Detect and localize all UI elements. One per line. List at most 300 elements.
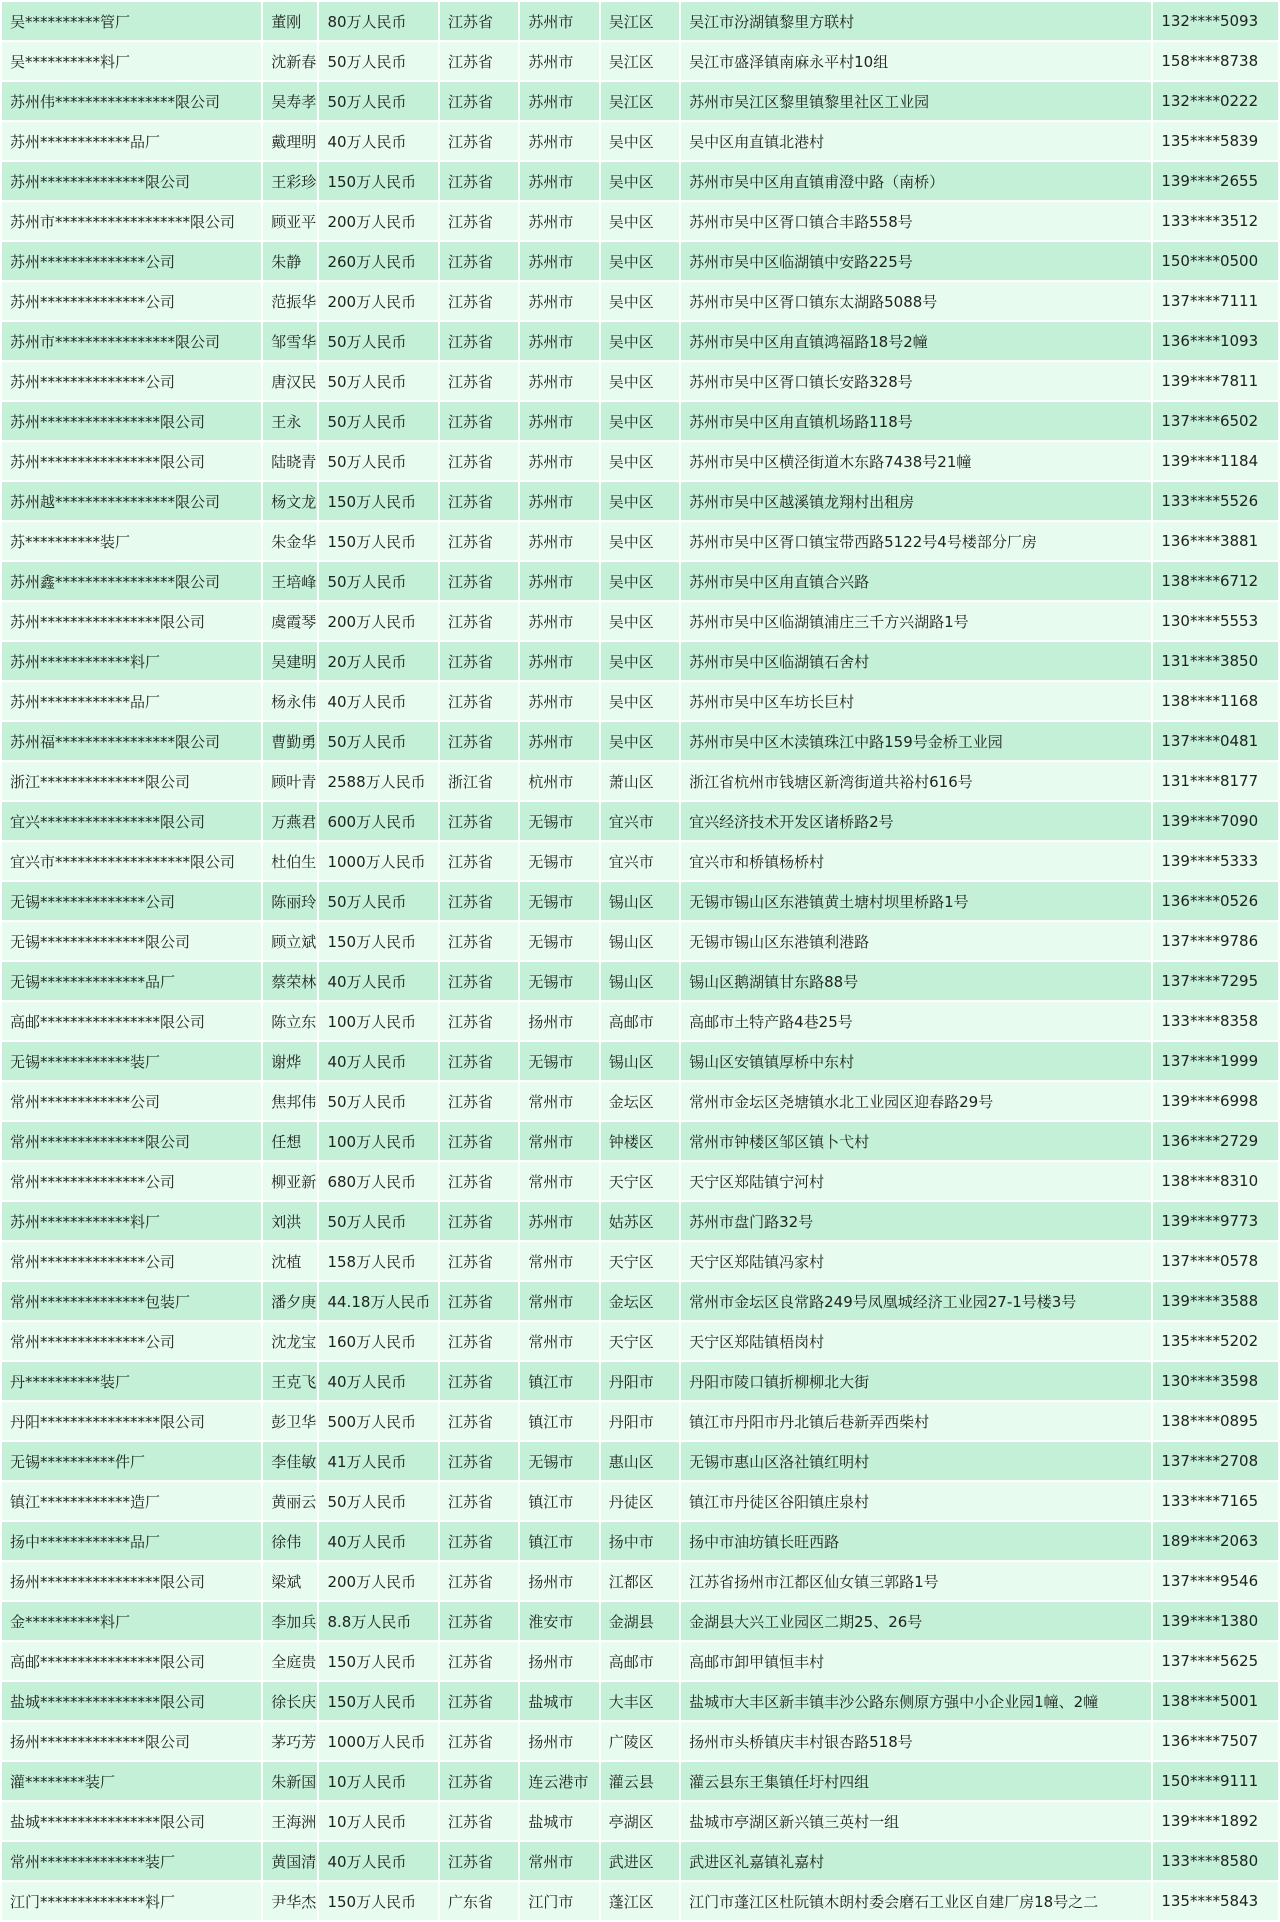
registered-capital-cell: 40万人民币 [319, 682, 438, 720]
district-cell: 宜兴市 [601, 802, 679, 840]
table-row [2, 442, 1278, 480]
address-cell: 吴中区甪直镇北港村 [681, 122, 1151, 160]
district-cell: 吴中区 [601, 562, 679, 600]
province-cell: 江苏省 [440, 1362, 518, 1400]
company-name-cell: 无锡**************公司 [2, 882, 261, 920]
address-cell: 江门市蓬江区杜阮镇木朗村委会磨石工业区自建厂房18号之二 [681, 1882, 1151, 1920]
province-cell: 江苏省 [440, 482, 518, 520]
city-cell: 扬州市 [520, 1722, 598, 1760]
district-cell: 吴中区 [601, 162, 679, 200]
city-cell: 苏州市 [520, 722, 598, 760]
province-cell: 江苏省 [440, 1802, 518, 1840]
company-name-cell: 盐城****************限公司 [2, 1682, 261, 1720]
province-cell: 江苏省 [440, 1722, 518, 1760]
phone-cell: 135****5202 [1153, 1322, 1278, 1360]
district-cell: 天宁区 [601, 1162, 679, 1200]
legal-rep-cell: 杨永伟 [263, 682, 317, 720]
province-cell: 江苏省 [440, 322, 518, 360]
table-row [2, 282, 1278, 320]
district-cell: 吴中区 [601, 442, 679, 480]
province-cell: 江苏省 [440, 602, 518, 640]
phone-cell: 133****8358 [1153, 1002, 1278, 1040]
phone-cell: 133****8580 [1153, 1842, 1278, 1880]
company-name-cell: 苏州************品厂 [2, 682, 261, 720]
city-cell: 杭州市 [520, 762, 598, 800]
phone-cell: 137****0481 [1153, 722, 1278, 760]
address-cell: 常州市金坛区良常路249号凤凰城经济工业园27-1号楼3号 [681, 1282, 1151, 1320]
address-cell: 镇江市丹徒区谷阳镇庄泉村 [681, 1482, 1151, 1520]
company-name-cell: 丹**********装厂 [2, 1362, 261, 1400]
company-name-cell: 无锡**********件厂 [2, 1442, 261, 1480]
district-cell: 吴中区 [601, 122, 679, 160]
legal-rep-cell: 尹华杰 [263, 1882, 317, 1920]
address-cell: 高邮市土特产路4巷25号 [681, 1002, 1151, 1040]
district-cell: 吴中区 [601, 722, 679, 760]
company-name-cell: 苏州****************限公司 [2, 442, 261, 480]
phone-cell: 139****1892 [1153, 1802, 1278, 1840]
district-cell: 丹阳市 [601, 1362, 679, 1400]
province-cell: 江苏省 [440, 962, 518, 1000]
district-cell: 天宁区 [601, 1322, 679, 1360]
phone-cell: 150****9111 [1153, 1762, 1278, 1800]
legal-rep-cell: 潘夕庚 [263, 1282, 317, 1320]
district-cell: 丹阳市 [601, 1402, 679, 1440]
phone-cell: 138****0895 [1153, 1402, 1278, 1440]
city-cell: 常州市 [520, 1282, 598, 1320]
phone-cell: 139****5333 [1153, 842, 1278, 880]
table-row [2, 162, 1278, 200]
table-row [2, 962, 1278, 1000]
legal-rep-cell: 杜伯生 [263, 842, 317, 880]
city-cell: 苏州市 [520, 522, 598, 560]
city-cell: 苏州市 [520, 202, 598, 240]
address-cell: 天宁区郑陆镇宁河村 [681, 1162, 1151, 1200]
legal-rep-cell: 黄国清 [263, 1842, 317, 1880]
province-cell: 江苏省 [440, 642, 518, 680]
district-cell: 吴中区 [601, 642, 679, 680]
table-row [2, 1802, 1278, 1840]
company-name-cell: 江门**************料厂 [2, 1882, 261, 1920]
registered-capital-cell: 80万人民币 [319, 2, 438, 40]
legal-rep-cell: 陈丽玲 [263, 882, 317, 920]
city-cell: 苏州市 [520, 282, 598, 320]
city-cell: 苏州市 [520, 242, 598, 280]
legal-rep-cell: 戴理明 [263, 122, 317, 160]
table-row [2, 1842, 1278, 1880]
province-cell: 江苏省 [440, 1602, 518, 1640]
registered-capital-cell: 10万人民币 [319, 1802, 438, 1840]
city-cell: 扬州市 [520, 1642, 598, 1680]
company-name-cell: 苏州**************公司 [2, 362, 261, 400]
phone-cell: 133****7165 [1153, 1482, 1278, 1520]
registered-capital-cell: 600万人民币 [319, 802, 438, 840]
address-cell: 盐城市亭湖区新兴镇三英村一组 [681, 1802, 1151, 1840]
registered-capital-cell: 160万人民币 [319, 1322, 438, 1360]
phone-cell: 133****5526 [1153, 482, 1278, 520]
address-cell: 苏州市盘门路32号 [681, 1202, 1151, 1240]
company-name-cell: 苏州****************限公司 [2, 602, 261, 640]
company-name-cell: 苏州**************公司 [2, 242, 261, 280]
district-cell: 灌云县 [601, 1762, 679, 1800]
company-name-cell: 常州**************公司 [2, 1322, 261, 1360]
province-cell: 江苏省 [440, 922, 518, 960]
legal-rep-cell: 李佳敏 [263, 1442, 317, 1480]
address-cell: 苏州市吴中区胥口镇东太湖路5088号 [681, 282, 1151, 320]
address-cell: 苏州市吴中区甪直镇机场路118号 [681, 402, 1151, 440]
table-row [2, 42, 1278, 80]
address-cell: 吴江市汾湖镇黎里方联村 [681, 2, 1151, 40]
district-cell: 吴中区 [601, 682, 679, 720]
legal-rep-cell: 范振华 [263, 282, 317, 320]
address-cell: 天宁区郑陆镇梧岗村 [681, 1322, 1151, 1360]
legal-rep-cell: 陆晓青 [263, 442, 317, 480]
address-cell: 苏州市吴中区临湖镇石舍村 [681, 642, 1151, 680]
province-cell: 江苏省 [440, 442, 518, 480]
table-row [2, 2, 1278, 40]
company-name-cell: 苏州************料厂 [2, 642, 261, 680]
registered-capital-cell: 50万人民币 [319, 82, 438, 120]
address-cell: 天宁区郑陆镇冯家村 [681, 1242, 1151, 1280]
province-cell: 江苏省 [440, 2, 518, 40]
registered-capital-cell: 2588万人民币 [319, 762, 438, 800]
company-name-cell: 苏州****************限公司 [2, 402, 261, 440]
city-cell: 苏州市 [520, 602, 598, 640]
province-cell: 江苏省 [440, 1762, 518, 1800]
province-cell: 江苏省 [440, 882, 518, 920]
table-row [2, 1202, 1278, 1240]
address-cell: 苏州市吴中区甪直镇鸿福路18号2幢 [681, 322, 1151, 360]
city-cell: 镇江市 [520, 1482, 598, 1520]
city-cell: 扬州市 [520, 1002, 598, 1040]
address-cell: 扬中市油坊镇长旺西路 [681, 1522, 1151, 1560]
phone-cell: 130****5553 [1153, 602, 1278, 640]
province-cell: 江苏省 [440, 1642, 518, 1680]
city-cell: 无锡市 [520, 922, 598, 960]
registered-capital-cell: 50万人民币 [319, 1482, 438, 1520]
city-cell: 无锡市 [520, 882, 598, 920]
city-cell: 无锡市 [520, 1442, 598, 1480]
table-row [2, 1322, 1278, 1360]
city-cell: 苏州市 [520, 362, 598, 400]
address-cell: 武进区礼嘉镇礼嘉村 [681, 1842, 1151, 1880]
company-name-cell: 扬州****************限公司 [2, 1562, 261, 1600]
table-row [2, 1442, 1278, 1480]
province-cell: 江苏省 [440, 1282, 518, 1320]
city-cell: 连云港市 [520, 1762, 598, 1800]
district-cell: 金坛区 [601, 1082, 679, 1120]
company-name-cell: 常州**************限公司 [2, 1122, 261, 1160]
province-cell: 江苏省 [440, 42, 518, 80]
province-cell: 江苏省 [440, 1322, 518, 1360]
province-cell: 江苏省 [440, 682, 518, 720]
address-cell: 无锡市锡山区东港镇利港路 [681, 922, 1151, 960]
registered-capital-cell: 150万人民币 [319, 1642, 438, 1680]
city-cell: 镇江市 [520, 1402, 598, 1440]
company-name-cell: 丹阳****************限公司 [2, 1402, 261, 1440]
registered-capital-cell: 50万人民币 [319, 362, 438, 400]
table-row [2, 1122, 1278, 1160]
province-cell: 江苏省 [440, 522, 518, 560]
registered-capital-cell: 50万人民币 [319, 1082, 438, 1120]
district-cell: 高邮市 [601, 1642, 679, 1680]
table-row [2, 1242, 1278, 1280]
phone-cell: 131****3850 [1153, 642, 1278, 680]
address-cell: 苏州市吴中区甪直镇甫澄中路（南桥） [681, 162, 1151, 200]
phone-cell: 135****5843 [1153, 1882, 1278, 1920]
city-cell: 盐城市 [520, 1802, 598, 1840]
city-cell: 苏州市 [520, 642, 598, 680]
registered-capital-cell: 50万人民币 [319, 42, 438, 80]
district-cell: 吴江区 [601, 42, 679, 80]
province-cell: 江苏省 [440, 1522, 518, 1560]
province-cell: 江苏省 [440, 1082, 518, 1120]
city-cell: 苏州市 [520, 162, 598, 200]
table-row [2, 402, 1278, 440]
company-name-cell: 常州************公司 [2, 1082, 261, 1120]
address-cell: 无锡市锡山区东港镇黄土塘村坝里桥路1号 [681, 882, 1151, 920]
address-cell: 常州市钟楼区邹区镇卜弋村 [681, 1122, 1151, 1160]
table-row [2, 682, 1278, 720]
address-cell: 浙江省杭州市钱塘区新湾街道共裕村616号 [681, 762, 1151, 800]
company-name-cell: 苏州越****************限公司 [2, 482, 261, 520]
registered-capital-cell: 200万人民币 [319, 602, 438, 640]
phone-cell: 137****1999 [1153, 1042, 1278, 1080]
address-cell: 苏州市吴中区胥口镇长安路328号 [681, 362, 1151, 400]
legal-rep-cell: 万燕君 [263, 802, 317, 840]
company-name-cell: 苏州**************限公司 [2, 162, 261, 200]
company-name-cell: 吴**********料厂 [2, 42, 261, 80]
province-cell: 江苏省 [440, 1042, 518, 1080]
legal-rep-cell: 朱新国 [263, 1762, 317, 1800]
district-cell: 吴中区 [601, 322, 679, 360]
city-cell: 淮安市 [520, 1602, 598, 1640]
city-cell: 苏州市 [520, 682, 598, 720]
province-cell: 江苏省 [440, 562, 518, 600]
registered-capital-cell: 158万人民币 [319, 1242, 438, 1280]
phone-cell: 139****7090 [1153, 802, 1278, 840]
table-row [2, 1682, 1278, 1720]
registered-capital-cell: 150万人民币 [319, 922, 438, 960]
table-row [2, 1602, 1278, 1640]
province-cell: 江苏省 [440, 842, 518, 880]
company-name-cell: 苏**********装厂 [2, 522, 261, 560]
legal-rep-cell: 沈新春 [263, 42, 317, 80]
registered-capital-cell: 150万人民币 [319, 162, 438, 200]
district-cell: 丹徒区 [601, 1482, 679, 1520]
district-cell: 吴江区 [601, 2, 679, 40]
registered-capital-cell: 50万人民币 [319, 882, 438, 920]
table-row [2, 1642, 1278, 1680]
address-cell: 锡山区安镇镇厚桥中东村 [681, 1042, 1151, 1080]
address-cell: 无锡市惠山区洛社镇红明村 [681, 1442, 1151, 1480]
legal-rep-cell: 柳亚新 [263, 1162, 317, 1200]
address-cell: 宜兴市和桥镇杨桥村 [681, 842, 1151, 880]
city-cell: 苏州市 [520, 322, 598, 360]
district-cell: 吴中区 [601, 482, 679, 520]
city-cell: 苏州市 [520, 1202, 598, 1240]
legal-rep-cell: 董刚 [263, 2, 317, 40]
address-cell: 宜兴经济技术开发区诸桥路2号 [681, 802, 1151, 840]
company-name-cell: 吴**********管厂 [2, 2, 261, 40]
city-cell: 苏州市 [520, 122, 598, 160]
district-cell: 锡山区 [601, 1042, 679, 1080]
district-cell: 吴中区 [601, 362, 679, 400]
table-row [2, 562, 1278, 600]
phone-cell: 137****9786 [1153, 922, 1278, 960]
district-cell: 广陵区 [601, 1722, 679, 1760]
phone-cell: 137****7295 [1153, 962, 1278, 1000]
phone-cell: 136****3881 [1153, 522, 1278, 560]
province-cell: 江苏省 [440, 1562, 518, 1600]
table-row [2, 1482, 1278, 1520]
address-cell: 苏州市吴中区木渎镇珠江中路159号金桥工业园 [681, 722, 1151, 760]
legal-rep-cell: 顾立斌 [263, 922, 317, 960]
legal-rep-cell: 邹雪华 [263, 322, 317, 360]
registered-capital-cell: 200万人民币 [319, 202, 438, 240]
registered-capital-cell: 100万人民币 [319, 1002, 438, 1040]
district-cell: 吴中区 [601, 522, 679, 560]
phone-cell: 139****9773 [1153, 1202, 1278, 1240]
phone-cell: 158****8738 [1153, 42, 1278, 80]
address-cell: 锡山区鹅湖镇甘东路88号 [681, 962, 1151, 1000]
legal-rep-cell: 顾叶青 [263, 762, 317, 800]
phone-cell: 137****5625 [1153, 1642, 1278, 1680]
legal-rep-cell: 朱静 [263, 242, 317, 280]
province-cell: 江苏省 [440, 82, 518, 120]
phone-cell: 138****6712 [1153, 562, 1278, 600]
registered-capital-cell: 40万人民币 [319, 1522, 438, 1560]
legal-rep-cell: 焦邦伟 [263, 1082, 317, 1120]
table-row [2, 242, 1278, 280]
registered-capital-cell: 50万人民币 [319, 442, 438, 480]
company-name-cell: 苏州市******************限公司 [2, 202, 261, 240]
province-cell: 江苏省 [440, 402, 518, 440]
province-cell: 江苏省 [440, 1002, 518, 1040]
city-cell: 常州市 [520, 1842, 598, 1880]
district-cell: 天宁区 [601, 1242, 679, 1280]
company-name-cell: 无锡**************限公司 [2, 922, 261, 960]
district-cell: 扬中市 [601, 1522, 679, 1560]
province-cell: 江苏省 [440, 1842, 518, 1880]
registered-capital-cell: 150万人民币 [319, 522, 438, 560]
province-cell: 江苏省 [440, 122, 518, 160]
city-cell: 镇江市 [520, 1362, 598, 1400]
company-name-cell: 苏州************品厂 [2, 122, 261, 160]
district-cell: 萧山区 [601, 762, 679, 800]
district-cell: 吴中区 [601, 202, 679, 240]
phone-cell: 136****0526 [1153, 882, 1278, 920]
table-row [2, 82, 1278, 120]
registered-capital-cell: 8.8万人民币 [319, 1602, 438, 1640]
table-row [2, 482, 1278, 520]
registered-capital-cell: 150万人民币 [319, 1682, 438, 1720]
registered-capital-cell: 200万人民币 [319, 1562, 438, 1600]
phone-cell: 131****8177 [1153, 762, 1278, 800]
registered-capital-cell: 50万人民币 [319, 562, 438, 600]
district-cell: 锡山区 [601, 882, 679, 920]
city-cell: 常州市 [520, 1122, 598, 1160]
address-cell: 苏州市吴中区临湖镇中安路225号 [681, 242, 1151, 280]
address-cell: 扬州市头桥镇庆丰村银杏路518号 [681, 1722, 1151, 1760]
table-row [2, 1042, 1278, 1080]
district-cell: 吴中区 [601, 402, 679, 440]
table-row [2, 842, 1278, 880]
company-name-cell: 灌********装厂 [2, 1762, 261, 1800]
legal-rep-cell: 沈龙宝 [263, 1322, 317, 1360]
phone-cell: 139****1184 [1153, 442, 1278, 480]
phone-cell: 136****2729 [1153, 1122, 1278, 1160]
table-row [2, 1082, 1278, 1120]
registered-capital-cell: 500万人民币 [319, 1402, 438, 1440]
address-cell: 苏州市吴中区越溪镇龙翔村出租房 [681, 482, 1151, 520]
company-name-cell: 无锡************装厂 [2, 1042, 261, 1080]
table-row [2, 1722, 1278, 1760]
company-name-cell: 常州**************装厂 [2, 1842, 261, 1880]
city-cell: 镇江市 [520, 1522, 598, 1560]
table-row [2, 1522, 1278, 1560]
phone-cell: 137****0578 [1153, 1242, 1278, 1280]
company-name-cell: 常州**************公司 [2, 1242, 261, 1280]
company-name-cell: 盐城****************限公司 [2, 1802, 261, 1840]
district-cell: 江都区 [601, 1562, 679, 1600]
address-cell: 苏州市吴中区胥口镇宝带西路5122号4号楼部分厂房 [681, 522, 1151, 560]
registered-capital-cell: 50万人民币 [319, 722, 438, 760]
legal-rep-cell: 杨文龙 [263, 482, 317, 520]
province-cell: 江苏省 [440, 202, 518, 240]
city-cell: 苏州市 [520, 442, 598, 480]
company-name-cell: 常州**************包装厂 [2, 1282, 261, 1320]
city-cell: 常州市 [520, 1082, 598, 1120]
company-name-cell: 宜兴市******************限公司 [2, 842, 261, 880]
city-cell: 无锡市 [520, 1042, 598, 1080]
legal-rep-cell: 徐长庆 [263, 1682, 317, 1720]
table-row [2, 122, 1278, 160]
registered-capital-cell: 200万人民币 [319, 282, 438, 320]
legal-rep-cell: 茅巧芳 [263, 1722, 317, 1760]
address-cell: 金湖县大兴工业园区二期25、26号 [681, 1602, 1151, 1640]
district-cell: 武进区 [601, 1842, 679, 1880]
legal-rep-cell: 刘洪 [263, 1202, 317, 1240]
registered-capital-cell: 40万人民币 [319, 1362, 438, 1400]
phone-cell: 139****6998 [1153, 1082, 1278, 1120]
city-cell: 苏州市 [520, 482, 598, 520]
province-cell: 江苏省 [440, 1682, 518, 1720]
company-name-cell: 高邮****************限公司 [2, 1642, 261, 1680]
table-row [2, 722, 1278, 760]
province-cell: 浙江省 [440, 762, 518, 800]
table-row [2, 1362, 1278, 1400]
legal-rep-cell: 顾亚平 [263, 202, 317, 240]
city-cell: 盐城市 [520, 1682, 598, 1720]
table-row [2, 202, 1278, 240]
phone-cell: 136****1093 [1153, 322, 1278, 360]
company-name-cell: 无锡**************品厂 [2, 962, 261, 1000]
registered-capital-cell: 41万人民币 [319, 1442, 438, 1480]
district-cell: 惠山区 [601, 1442, 679, 1480]
district-cell: 金坛区 [601, 1282, 679, 1320]
phone-cell: 137****7111 [1153, 282, 1278, 320]
city-cell: 苏州市 [520, 42, 598, 80]
city-cell: 常州市 [520, 1322, 598, 1360]
company-name-cell: 金**********料厂 [2, 1602, 261, 1640]
company-name-cell: 苏州************料厂 [2, 1202, 261, 1240]
phone-cell: 132****0222 [1153, 82, 1278, 120]
table-row [2, 802, 1278, 840]
phone-cell: 138****5001 [1153, 1682, 1278, 1720]
legal-rep-cell: 梁斌 [263, 1562, 317, 1600]
city-cell: 苏州市 [520, 2, 598, 40]
city-cell: 常州市 [520, 1162, 598, 1200]
